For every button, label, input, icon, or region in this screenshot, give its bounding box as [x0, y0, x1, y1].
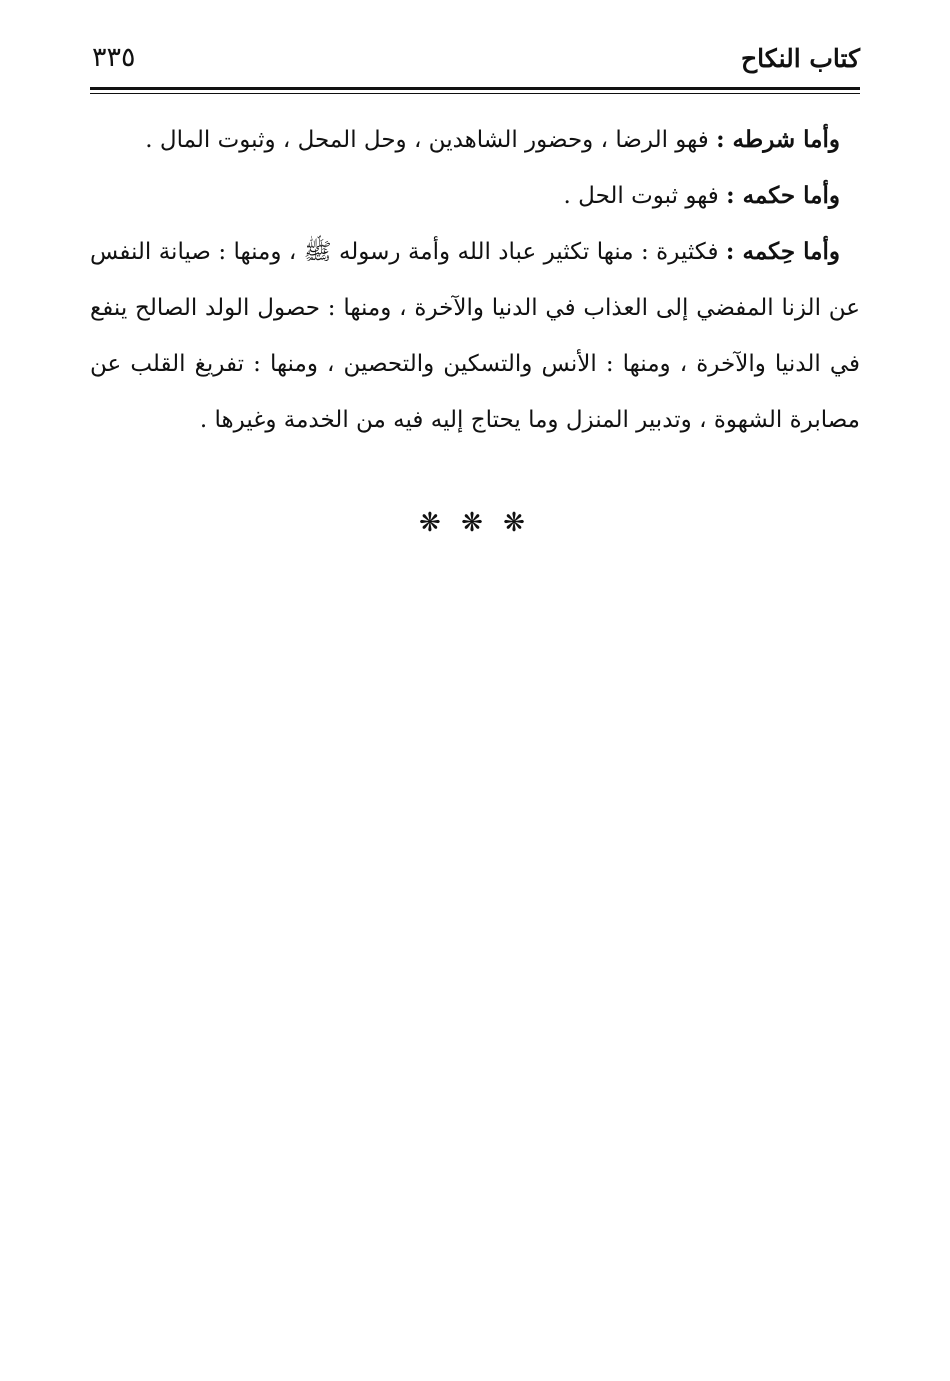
- paragraph-text: فهو الرضا ، وحضور الشاهدين ، وحل المحل ، وثبوت المال .: [145, 127, 717, 153]
- paragraph-condition: [90, 112, 860, 168]
- paragraph-lead: وأما حِكمه :: [725, 238, 840, 265]
- chapter-title: كتاب النكاح: [741, 44, 860, 73]
- page-number: ٣٣٥: [92, 42, 136, 73]
- paragraph-wisdoms: [90, 224, 860, 448]
- header-rule-thick: [90, 87, 860, 90]
- paragraph-lead: وأما حكمه :: [726, 182, 840, 209]
- body-text: [90, 112, 860, 448]
- paragraph-text: فكثيرة : منها تكثير عباد الله وأمة رسوله ﷺ ، ومنها : صيانة النفس عن الزنا المفضي إلى العذاب في الدنيا والآخرة ، ومنها : حصول الولد الصالح ينفع في الدنيا والآخرة ، ومنها : الأنس والتسكين والتحصين ، ومنها : تفريغ القلب عن مصابرة الشهوة ، وتدبير المنزل وما يحتاج إليه فيه من الخدمة وغيرها .: [90, 239, 861, 433]
- paragraph-text: فهو ثبوت الحل .: [563, 183, 727, 209]
- section-separator: ❋ ❋ ❋: [419, 508, 531, 538]
- header-rule-thin: [90, 93, 860, 94]
- paragraph-ruling: [90, 168, 860, 224]
- page-header: [90, 40, 860, 86]
- paragraph-lead: وأما شرطه :: [716, 126, 840, 153]
